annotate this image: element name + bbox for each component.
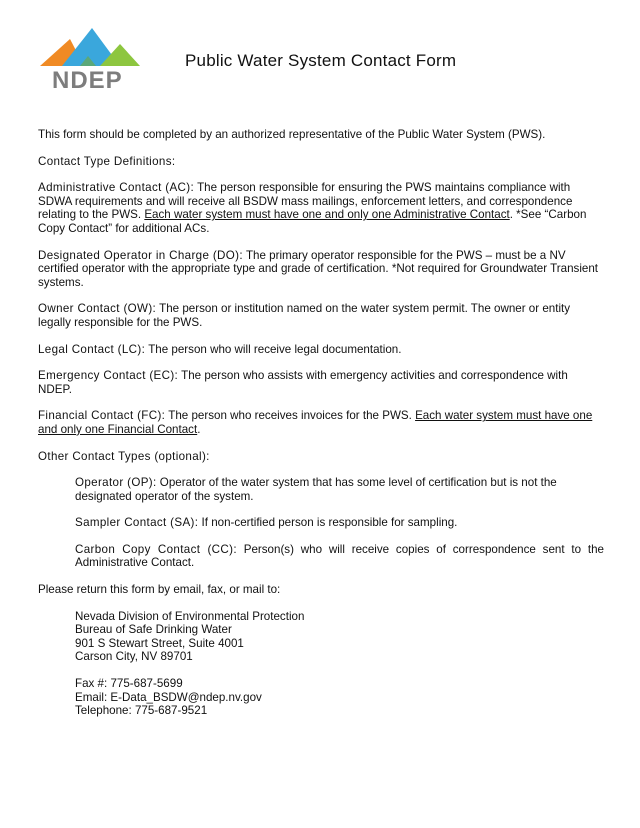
sa-definition: [75, 516, 604, 530]
cc-label: Carbon Copy Contact (CC):: [75, 542, 237, 556]
ac-label: Administrative Contact (AC):: [38, 181, 195, 195]
fc-definition: [38, 409, 604, 436]
ac-requirement: Each water system must have one and only one Administrative Contact: [144, 208, 510, 222]
do-text: The primary operator responsible for the PWS – must be a NV certified operator with the appropriate type and grade of certification. *Not required for Groundwater Transient systems.: [38, 248, 599, 289]
lc-label: Legal Contact (LC):: [38, 342, 146, 356]
address-line-4: Carson City, NV 89701: [75, 650, 193, 664]
contact-details: [75, 677, 604, 718]
intro-text: This form should be completed by an authorized representative of the Public Water System (PWS).: [38, 128, 546, 141]
fc-text: The person who receives invoices for the PWS.: [165, 409, 416, 423]
ec-text: The person who assists with emergency activities and correspondence with NDEP.: [38, 369, 568, 396]
mailing-address: [75, 610, 604, 664]
ndep-logo: [40, 26, 140, 94]
ac-text: The person responsible for ensuring the PWS maintains compliance with SDWA requirements and will receive all BSDW mass mailings, enforcement letters, and correspondence relating to the PWS.: [38, 181, 573, 222]
ac-tail: . *See “Carbon Copy Contact” for additional ACs.: [38, 208, 587, 235]
sa-text: If non-certified person is responsible for sampling.: [198, 516, 458, 530]
logo-text: NDEP: [52, 67, 123, 94]
do-label: Designated Operator in Charge (DO):: [38, 248, 243, 262]
page-title: Public Water System Contact Form: [185, 51, 457, 70]
fc-tail: .: [197, 422, 201, 436]
do-definition: [38, 249, 604, 290]
cc-definition: [75, 543, 604, 570]
address-line-2: Bureau of Safe Drinking Water: [75, 623, 232, 637]
ow-definition: [38, 302, 604, 329]
cc-text: Person(s) who will receive copies of correspondence sent to the Administrative Contact.: [75, 542, 604, 570]
ac-definition: [38, 181, 604, 235]
telephone-number: Telephone: 775-687-9521: [75, 704, 208, 718]
sa-label: Sampler Contact (SA):: [75, 516, 199, 530]
fc-requirement: Each water system must have one and only one Financial Contact: [38, 409, 593, 436]
address-line-3: 901 S Stewart Street, Suite 4001: [75, 636, 244, 650]
op-label: Operator (OP):: [75, 476, 157, 490]
mountain-logo-icon: [40, 26, 140, 70]
fc-label: Financial Contact (FC):: [38, 409, 166, 423]
email-address[interactable]: Email: E-Data_BSDW@ndep.nv.gov: [75, 690, 262, 704]
lc-definition: [38, 343, 604, 357]
ec-label: Emergency Contact (EC):: [38, 369, 179, 383]
form-body: [38, 128, 604, 718]
fax-number: Fax #: 775-687-5699: [75, 677, 183, 691]
op-definition: [75, 476, 604, 503]
return-instructions: Please return this form by email, fax, or mail to:: [38, 583, 281, 597]
lc-text: The person who will receive legal documentation.: [145, 342, 402, 356]
address-line-1: Nevada Division of Environmental Protection: [75, 609, 305, 623]
other-types-heading: Other Contact Types (optional):: [38, 449, 210, 463]
ec-definition: [38, 369, 604, 396]
definitions-heading: Contact Type Definitions:: [38, 154, 176, 168]
ow-text: The person or institution named on the water system permit. The owner or entity legally responsible for the PWS.: [38, 302, 571, 329]
ow-label: Owner Contact (OW):: [38, 302, 157, 316]
op-text: Operator of the water system that has some level of certification but is not the designated operator of the system.: [75, 476, 557, 503]
